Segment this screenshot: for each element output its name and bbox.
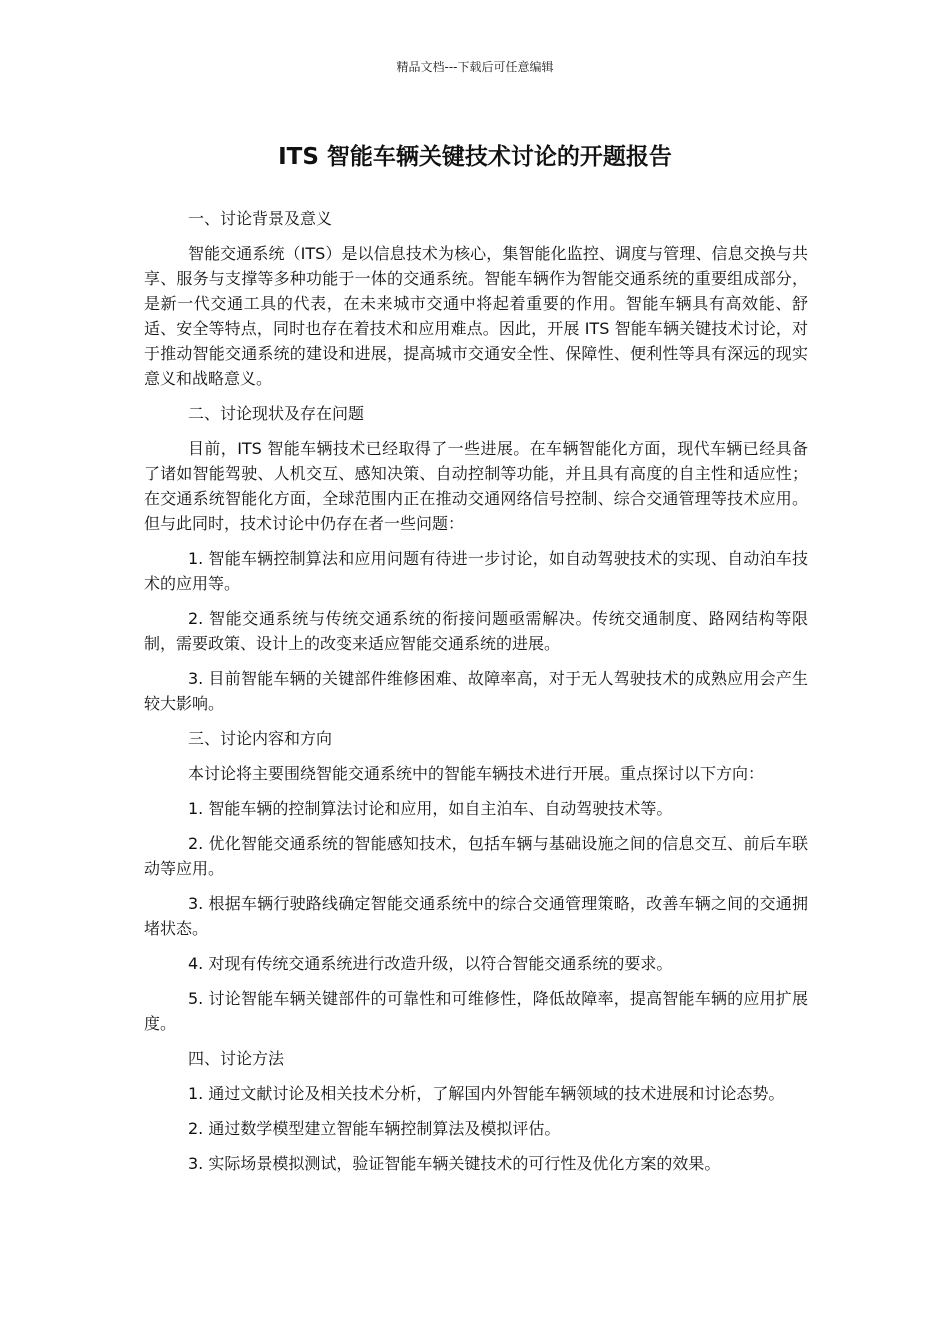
section-heading-methods: 四、讨论方法: [188, 1049, 285, 1068]
list-item-problem-2: 2. 智能交通系统与传统交通系统的衔接问题亟需解决。传统交通制度、路网结构等限制，需要政策、设计上的改变来适应智能交通系统的进展。: [144, 609, 808, 653]
section-heading-status: 二、讨论现状及存在问题: [188, 404, 365, 423]
list-item-direction-5: 5. 讨论智能车辆关键部件的可靠性和可维修性，降低故障率，提高智能车辆的应用扩展度。: [144, 989, 808, 1033]
document-title: ITS 智能车辆关键技术讨论的开题报告: [278, 144, 672, 170]
section-heading-background: 一、讨论背景及意义: [188, 209, 333, 228]
list-item-problem-1: 1. 智能车辆控制算法和应用问题有待进一步讨论，如自动驾驶技术的实现、自动泊车技术的应用等。: [144, 549, 808, 593]
list-item-direction-1: 1. 智能车辆的控制算法讨论和应用，如自主泊车、自动驾驶技术等。: [188, 799, 673, 818]
paragraph-content-intro: 本讨论将主要围绕智能交通系统中的智能车辆技术进行开展。重点探讨以下方向：: [188, 764, 765, 783]
paragraph-status: 目前，ITS 智能车辆技术已经取得了一些进展。在车辆智能化方面，现代车辆已经具备了诸如智能驾驶、人机交互、感知决策、自动控制等功能，并且具有高度的自主性和适应性；在交通系统智能化方面，全球范围内正在推动交通网络信号控制、综合交通管理等技术应用。但与此同时，技术讨论中仍存在者一些问题：: [144, 439, 808, 533]
document-body: [144, 206, 808, 1186]
list-item-direction-4: 4. 对现有传统交通系统进行改造升级，以符合智能交通系统的要求。: [188, 954, 673, 973]
list-item-method-3: 3. 实际场景模拟测试，验证智能车辆关键技术的可行性及优化方案的效果。: [188, 1154, 721, 1173]
list-item-method-2: 2. 通过数学模型建立智能车辆控制算法及模拟评估。: [188, 1119, 561, 1138]
list-item-direction-2: 2. 优化智能交通系统的智能感知技术，包括车辆与基础设施之间的信息交互、前后车联动等应用。: [144, 834, 808, 878]
list-item-method-1: 1. 通过文献讨论及相关技术分析，了解国内外智能车辆领域的技术进展和讨论态势。: [188, 1084, 785, 1103]
section-heading-content: 三、讨论内容和方向: [188, 729, 333, 748]
paragraph-background: 智能交通系统（ITS）是以信息技术为核心，集智能化监控、调度与管理、信息交换与共享、服务与支撑等多种功能于一体的交通系统。智能车辆作为智能交通系统的重要组成部分，是新一代交通工具的代表，在未来城市交通中将起着重要的作用。智能车辆具有高效能、舒适、安全等特点，同时也存在着技术和应用难点。因此，开展 ITS 智能车辆关键技术讨论，对于推动智能交通系统的建设和进展，提高城市交通安全性、保障性、便利性等具有深远的现实意义和战略意义。: [144, 244, 808, 388]
list-item-direction-3: 3. 根据车辆行驶路线确定智能交通系统中的综合交通管理策略，改善车辆之间的交通拥堵状态。: [144, 894, 808, 938]
list-item-problem-3: 3. 目前智能车辆的关键部件维修困难、故障率高，对于无人驾驶技术的成熟应用会产生较大影响。: [144, 669, 808, 713]
header-note: 精品文档---下载后可任意编辑: [396, 60, 554, 74]
